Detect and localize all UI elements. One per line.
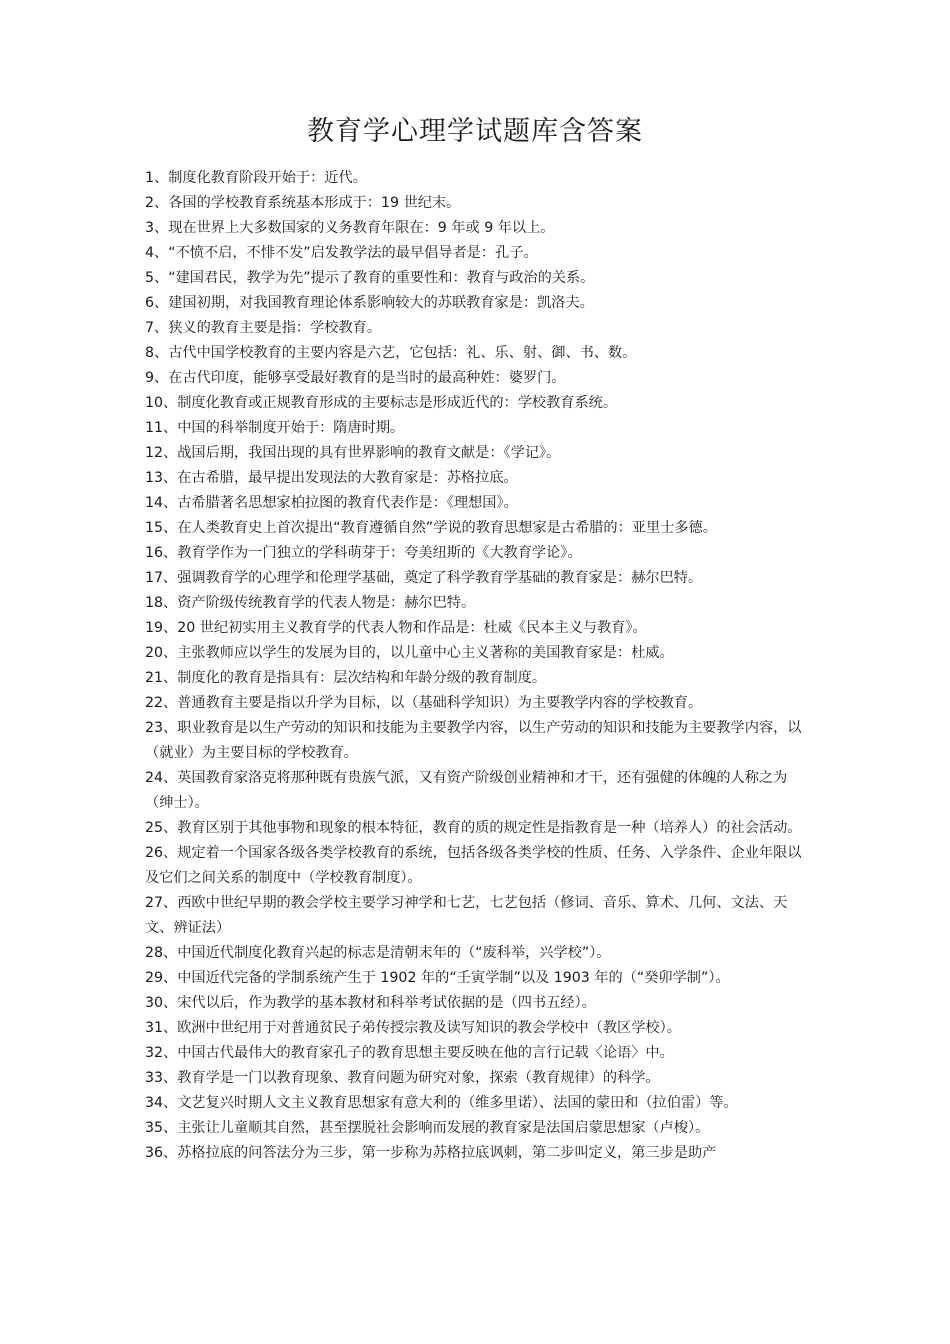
- question-list: [145, 166, 815, 1166]
- list-item: 29、中国近代完备的学制系统产生于 1902 年的“壬寅学制”以及 1903 年的（“癸卯学制”）。: [145, 970, 730, 986]
- list-item: 5、“建国君民，教学为先”提示了教育的重要性和：教育与政治的关系。: [145, 270, 595, 286]
- list-item: 35、主张让儿童顺其自然，甚至摆脱社会影响而发展的教育家是法国启蒙思想家（卢梭）。: [145, 1120, 710, 1136]
- list-item: 4、“不愤不启，不悱不发”启发教学法的最早倡导者是：孔子。: [145, 245, 538, 261]
- list-item: 12、战国后期，我国出现的具有世界影响的教育文献是：《学记》。: [145, 445, 561, 461]
- list-item: 27、西欧中世纪早期的教会学校主要学习神学和七艺，七艺包括（修词、音乐、算术、几何、文法、天文、辨证法）: [145, 895, 788, 936]
- list-item: 13、在古希腊，最早提出发现法的大教育家是：苏格拉底。: [145, 470, 518, 486]
- list-item: 6、建国初期，对我国教育理论体系影响较大的苏联教育家是：凯洛夫。: [145, 295, 594, 311]
- list-item: 11、中国的科举制度开始于：隋唐时期。: [145, 420, 405, 436]
- list-item: 16、教育学作为一门独立的学科萌芽于：夸美纽斯的《大教育学论》。: [145, 545, 582, 561]
- list-item: 34、文艺复兴时期人文主义教育思想家有意大利的（维多里诺）、法国的蒙田和（拉伯雷）等。: [145, 1095, 738, 1111]
- list-item: 23、职业教育是以生产劳动的知识和技能为主要教学内容，以生产劳动的知识和技能为主要教学内容，以（就业）为主要目标的学校教育。: [145, 720, 802, 761]
- list-item: 9、在古代印度，能够享受最好教育的是当时的最高种姓：婆罗门。: [145, 370, 566, 386]
- list-item: 19、20 世纪初实用主义教育学的代表人物和作品是：杜威《民本主义与教育》。: [145, 620, 647, 636]
- list-item: 22、普通教育主要是指以升学为目标，以（基础科学知识）为主要教学内容的学校教育。: [145, 695, 703, 711]
- list-item: 3、现在世界上大多数国家的义务教育年限在：9 年或 9 年以上。: [145, 220, 555, 236]
- list-item: 36、苏格拉底的问答法分为三步，第一步称为苏格拉底讽刺，第二步叫定义，第三步是助产: [145, 1145, 717, 1161]
- list-item: 24、英国教育家洛克将那种既有贵族气派，又有资产阶级创业精神和才干，还有强健的体魄的人称之为（绅士）。: [145, 770, 788, 811]
- list-item: 15、在人类教育史上首次提出“教育遵循自然”学说的教育思想家是古希腊的：亚里士多德。: [145, 520, 717, 536]
- document-title: 教育学心理学试题库含答案: [307, 116, 643, 147]
- list-item: 8、古代中国学校教育的主要内容是六艺，它包括：礼、乐、射、御、书、数。: [145, 345, 637, 361]
- list-item: 32、中国古代最伟大的教育家孔子的教育思想主要反映在他的言行记载〈论语〉中。: [145, 1045, 674, 1061]
- list-item: 20、主张教师应以学生的发展为目的，以儿童中心主义著称的美国教育家是：杜威。: [145, 645, 674, 661]
- list-item: 31、欧洲中世纪用于对普通贫民子弟传授宗教及读写知识的教会学校中（教区学校）。: [145, 1020, 681, 1036]
- list-item: 30、宋代以后，作为教学的基本教材和科举考试依据的是（四书五经）。: [145, 995, 596, 1011]
- list-item: 26、规定着一个国家各级各类学校教育的系统，包括各级各类学校的性质、任务、入学条件、企业年限以及它们之间关系的制度中（学校教育制度）。: [145, 845, 802, 886]
- list-item: 25、教育区别于其他事物和现象的根本特征，教育的质的规定性是指教育是一种（培养人）的社会活动。: [145, 820, 802, 836]
- list-item: 28、中国近代制度化教育兴起的标志是清朝末年的（“废科举，兴学校”）。: [145, 945, 611, 961]
- list-item: 2、各国的学校教育系统基本形成于：19 世纪末。: [145, 195, 461, 211]
- list-item: 21、制度化的教育是指具有：层次结构和年龄分级的教育制度。: [145, 670, 547, 686]
- list-item: 14、古希腊著名思想家柏拉图的教育代表作是：《理想国》。: [145, 495, 518, 511]
- list-item: 7、狭义的教育主要是指：学校教育。: [145, 320, 382, 336]
- list-item: 17、强调教育学的心理学和伦理学基础，奠定了科学教育学基础的教育家是：赫尔巴特。: [145, 570, 703, 586]
- list-item: 18、资产阶级传统教育学的代表人物是：赫尔巴特。: [145, 595, 476, 611]
- list-item: 33、教育学是一门以教育现象、教育问题为研究对象，探索（教育规律）的科学。: [145, 1070, 660, 1086]
- list-item: 10、制度化教育或正规教育形成的主要标志是形成近代的：学校教育系统。: [145, 395, 618, 411]
- list-item: 1、制度化教育阶段开始于：近代。: [145, 170, 367, 186]
